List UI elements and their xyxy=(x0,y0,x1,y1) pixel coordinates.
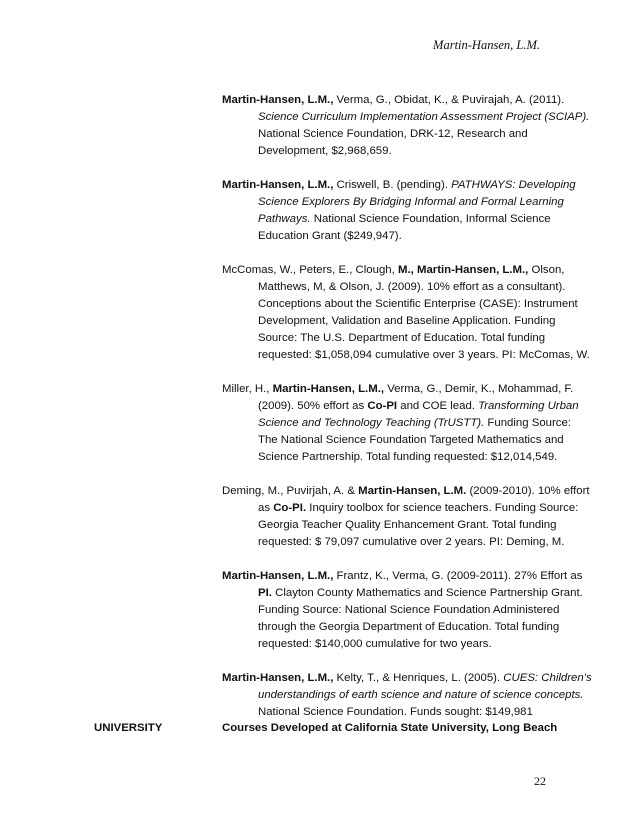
project-title: Transforming Urban Science and Technology Teaching (TrUSTT). xyxy=(258,400,579,429)
section-label: UNIVERSITY xyxy=(94,722,163,734)
project-title: Science Curriculum Implementation Assessment Project (SCIAP). xyxy=(258,111,590,123)
entry-text: Olson, Matthews, M, & Olson, J. (2009). 10% effort as a consultant). Conceptions about the Scientific Enterprise (CASE): Instrument Development, Validation and Baseline Application. Funding Source: The U.S. Department of Education. Total funding requested: $1,058,094 cumulative over 3 years. PI: McComas, W. xyxy=(258,264,590,361)
role-highlight: Co-PI. xyxy=(273,502,307,514)
entry-text: Funding Source: The National Science Foundation Targeted Mathematics and Science Partnership. Total funding requested: $12,014,549. xyxy=(258,417,571,463)
grant-entry xyxy=(222,177,592,245)
entry-text: National Science Foundation, Informal Science Education Grant ($249,947). xyxy=(258,213,551,242)
grant-entry xyxy=(222,262,592,364)
author-highlight: M., Martin-Hansen, L.M., xyxy=(397,264,529,276)
entry-text: Criswell, B. (pending). xyxy=(333,179,452,191)
entry-text: Kelty, T., & Henriques, L. (2005). xyxy=(333,672,504,684)
entry-text: Verma, G., Obidat, K., & Puvirajah, A. (2011). xyxy=(333,94,565,106)
author-highlight: Martin-Hansen, L.M., xyxy=(222,672,334,684)
running-head: Martin-Hansen, L.M. xyxy=(433,38,540,52)
author-highlight: Martin-Hansen, L.M., xyxy=(222,94,334,106)
author-highlight: Martin-Hansen, L.M., xyxy=(222,179,334,191)
entry-text: Frantz, K., Verma, G. (2009-2011). 27% Effort as xyxy=(333,570,583,582)
entry-text: Inquiry toolbox for science teachers. Funding Source: Georgia Teacher Quality Enhancement Grant. Total funding requested: $ 79,097 cumulative over 2 years. PI: Deming, M. xyxy=(258,502,579,548)
grant-list xyxy=(222,92,592,738)
author-highlight: Martin-Hansen, L.M. xyxy=(358,485,467,497)
grant-entry xyxy=(222,483,592,551)
section-title: Courses Developed at California State University, Long Beach xyxy=(222,722,558,734)
entry-text: and COE lead. xyxy=(397,400,479,412)
role-highlight: PI. xyxy=(258,587,272,599)
grant-entry xyxy=(222,568,592,653)
entry-text: Deming, M., Puvirjah, A. & xyxy=(222,485,359,497)
project-title: CUES: Children’s understandings of earth science and nature of science concepts. xyxy=(258,672,592,701)
entry-text: National Science Foundation. Funds sought: $149,981 xyxy=(258,706,533,718)
entry-text: (2009-2010). 10% effort as xyxy=(258,485,590,514)
entry-text: National Science Foundation, DRK-12, Research and Development, $2,968,659. xyxy=(258,128,528,157)
author-highlight: Martin-Hansen, L.M., xyxy=(272,383,385,395)
page-number: 22 xyxy=(534,774,546,788)
author-highlight: Martin-Hansen, L.M., xyxy=(222,570,334,582)
grant-entry xyxy=(222,670,592,721)
project-title: PATHWAYS: Developing Science Explorers By Bridging Informal and Formal Learning Pathways. xyxy=(258,179,576,225)
entry-text: McComas, W., Peters, E., Clough, xyxy=(222,264,398,276)
role-highlight: Co-PI xyxy=(367,400,398,412)
entry-text: Miller, H., xyxy=(222,383,273,395)
grant-entry xyxy=(222,381,592,466)
grant-entry xyxy=(222,92,592,160)
entry-text: Verma, G., Demir, K., Mohammad, F. (2009). 50% effort as xyxy=(258,383,574,412)
entry-text: Clayton County Mathematics and Science Partnership Grant. Funding Source: National Science Foundation Administered through the Georgia Department of Education. Total funding requested: $140,000 cumulative for two years. xyxy=(258,587,583,650)
